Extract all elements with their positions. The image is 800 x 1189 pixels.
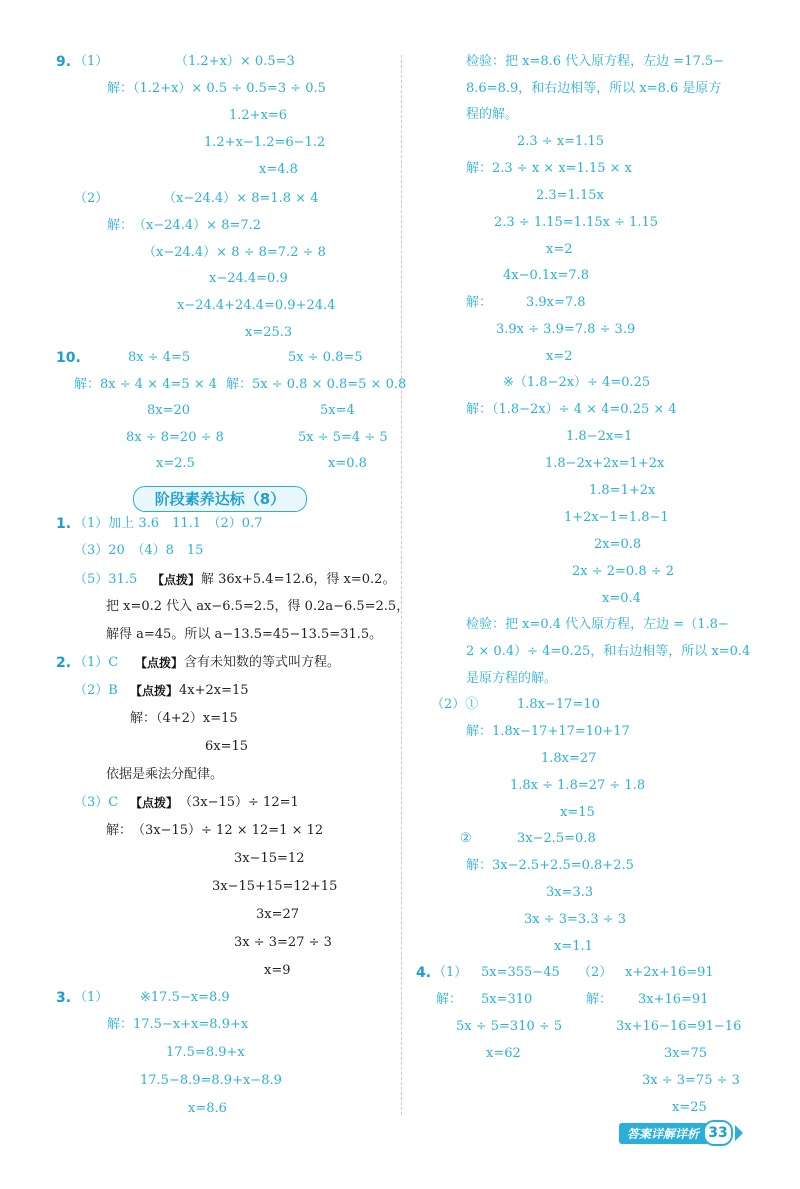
q10b-step: 5x ÷ 5=4 ÷ 5	[298, 430, 388, 445]
eq-step: 2.3 ÷ 1.15=1.15x ÷ 1.15	[494, 215, 659, 230]
q10a-step: x=2.5	[156, 456, 195, 471]
q10b-step: x=0.8	[328, 456, 367, 471]
s3-step: x=8.6	[188, 1101, 227, 1116]
s1-line: 把 x=0.2 代入 ax−6.5=2.5，得 0.2a−6.5=2.5，	[106, 599, 410, 614]
eq-line: 5x=355−45	[481, 965, 560, 980]
s3-number: 3.	[56, 990, 72, 1006]
eq-line: 3x−2.5=0.8	[517, 831, 596, 846]
s1-line: 解得 a=45。所以 a−13.5=45−13.5=31.5。	[106, 627, 383, 642]
part-label: （1）	[433, 965, 468, 980]
eq-step: x=0.4	[602, 591, 641, 606]
q9-step: x−24.4=0.9	[209, 271, 288, 286]
eq-step: 2x ÷ 2=0.8 ÷ 2	[572, 564, 675, 579]
s2-line: 依据是乘法分配律。	[106, 767, 224, 782]
eq-step: 5x ÷ 5=310 ÷ 5	[456, 1019, 563, 1034]
eq-step: x=25	[672, 1100, 707, 1115]
s3-equation: ※17.5−x=8.9	[140, 990, 230, 1005]
hint-tag: 【点拨】	[130, 684, 179, 698]
eq-step: 1.8x ÷ 1.8=27 ÷ 1.8	[510, 778, 646, 793]
eq-step: 1.8−2x=1	[566, 429, 633, 444]
check-text: 检验：把 x=0.4 代入原方程，左边 =（1.8−	[466, 617, 729, 632]
s3-step: 解：17.5−x+x=8.9+x	[107, 1017, 249, 1032]
s2-line: （2）B	[74, 683, 131, 698]
step-label: 解：	[586, 992, 613, 1007]
s2-line: 4x+2x=15	[179, 683, 249, 698]
q10a-step: 8x ÷ 8=20 ÷ 8	[126, 430, 224, 445]
q9-step: 解： （x−24.4）× 8=7.2	[107, 218, 262, 233]
eq-step: 1.8=1+2x	[589, 483, 656, 498]
s2-number: 2.	[56, 655, 72, 671]
eq-step: 解：1.8x−17+17=10+17	[466, 724, 630, 739]
part-label: （2）	[578, 965, 613, 980]
q9-number: 9.	[56, 54, 72, 70]
hint-tag: 【点拨】	[130, 796, 179, 810]
s3-step: 17.5=8.9+x	[166, 1045, 245, 1060]
q10a-equation: 8x ÷ 4=5	[128, 350, 191, 365]
s3-part-label: （1）	[74, 990, 109, 1005]
s1-line: （3）20 （4）8 15	[74, 543, 204, 558]
s1-line: （1）加上 3.6 11.1 （2）0.7	[74, 516, 263, 531]
check-text: 程的解。	[466, 107, 519, 122]
step-label: 解：	[466, 295, 493, 310]
eq-step: 解：（1.8−2x）÷ 4 × 4=0.25 × 4	[466, 402, 677, 417]
q9-step: x=25.3	[245, 325, 293, 340]
eq-step: 1+2x−1=1.8−1	[564, 510, 669, 525]
s1-line: （5）31.5	[74, 572, 151, 587]
s2-line: （3x−15）÷ 12=1	[179, 795, 299, 810]
hint-tag: 【点拨】	[152, 573, 201, 587]
eq-step: 3.9x ÷ 3.9=7.8 ÷ 3.9	[496, 322, 636, 337]
eq-step: 3x+16−16=91−16	[616, 1019, 742, 1034]
s1-line: 解 36x+5.4=12.6，得 x=0.2。	[201, 572, 396, 587]
s2-line: 3x−15=12	[234, 851, 305, 866]
q10b-step: 解：5x ÷ 0.8 × 0.8=5 × 0.8	[226, 377, 407, 392]
eq-line: 1.8x−17=10	[517, 697, 600, 712]
s2-line: 含有未知数的等式叫方程。	[184, 655, 341, 670]
s2-line: 6x=15	[205, 739, 249, 754]
check-text: 是原方程的解。	[466, 671, 558, 686]
q10b-step: 5x=4	[320, 403, 355, 418]
q9-step: 1.2+x−1.2=6−1.2	[204, 135, 326, 150]
q10a-step: 解：8x ÷ 4 × 4=5 × 4	[74, 377, 218, 392]
eq-step: 5x=310	[481, 992, 533, 1007]
q9-step: （x−24.4）× 8 ÷ 8=7.2 ÷ 8	[143, 245, 326, 260]
eq-step: 2.3=1.15x	[536, 188, 604, 203]
q9-step: x−24.4+24.4=0.9+24.4	[177, 298, 336, 313]
eq-step: x=2	[546, 349, 573, 364]
column-divider	[401, 55, 402, 1115]
hint-tag: 【点拨】	[135, 656, 184, 670]
check-text: 2 × 0.4）÷ 4=0.25，和右边相等，所以 x=0.4	[466, 644, 751, 659]
eq-step: 3x=75	[664, 1046, 708, 1061]
eq-step: x=2	[546, 242, 573, 257]
eq-step: 3x+16=91	[638, 992, 709, 1007]
q10a-step: 8x=20	[147, 403, 191, 418]
eq-step: 1.8x=27	[541, 751, 597, 766]
eq-step: 3x=3.3	[546, 885, 594, 900]
s2-line: 3x−15+15=12+15	[212, 879, 338, 894]
s1-number: 1.	[56, 516, 72, 532]
q4-number: 4.	[416, 965, 432, 981]
eq-step: 解：2.3 ÷ x × x=1.15 × x	[466, 161, 632, 176]
check-text: 检验：把 x=8.6 代入原方程，左边 =17.5−	[466, 54, 725, 69]
footer-arrow-icon	[735, 1125, 743, 1141]
eq-step: 解：3x−2.5+2.5=0.8+2.5	[466, 858, 634, 873]
part-label: （2）①	[431, 697, 479, 712]
eq-step: 1.8−2x+2x=1+2x	[545, 456, 665, 471]
q9-part2-equation: （x−24.4）× 8=1.8 × 4	[163, 191, 319, 206]
q9-part1-label: （1）	[74, 54, 109, 69]
section-title: 阶段素养达标（8）	[133, 486, 307, 512]
s2-line: （3）C	[74, 795, 132, 810]
s2-line: 3x=27	[256, 907, 300, 922]
q9-step: 解：（1.2+x）× 0.5 ÷ 0.5=3 ÷ 0.5	[107, 81, 326, 96]
q10-number: 10.	[56, 350, 81, 366]
eq-line: ※（1.8−2x）÷ 4=0.25	[503, 375, 651, 390]
q9-part1-equation: （1.2+x）× 0.5=3	[175, 54, 295, 69]
q10b-equation: 5x ÷ 0.8=5	[288, 350, 363, 365]
check-text: 8.6=8.9，和右边相等，所以 x=8.6 是原方	[466, 81, 722, 96]
s2-line: （1）C	[74, 655, 132, 670]
eq-step: x=1.1	[554, 939, 593, 954]
part-label: ②	[460, 831, 472, 846]
eq-step: 2x=0.8	[594, 537, 642, 552]
eq-step: x=15	[560, 805, 595, 820]
s2-line: 3x ÷ 3=27 ÷ 3	[234, 935, 332, 950]
footer-label: 答案详解详析	[619, 1123, 707, 1144]
q9-part2-label: （2）	[74, 191, 109, 206]
q9-step: x=4.8	[259, 162, 298, 177]
eq-line: x+2x+16=91	[625, 965, 714, 980]
eq-line: 2.3 ÷ x=1.15	[517, 134, 605, 149]
q9-step: 1.2+x=6	[229, 108, 288, 123]
s3-step: 17.5−8.9=8.9+x−8.9	[140, 1073, 282, 1088]
page-footer	[619, 1122, 743, 1144]
page-number: 33	[703, 1120, 733, 1146]
step-label: 解：	[436, 992, 463, 1007]
s2-line: x=9	[264, 963, 291, 978]
s2-line: 解： （3x−15）÷ 12 × 12=1 × 12	[106, 823, 324, 838]
eq-line: 4x−0.1x=7.8	[503, 268, 590, 283]
eq-step: 3.9x=7.8	[526, 295, 586, 310]
eq-step: 3x ÷ 3=75 ÷ 3	[642, 1073, 740, 1088]
eq-step: x=62	[486, 1046, 521, 1061]
eq-step: 3x ÷ 3=3.3 ÷ 3	[524, 912, 627, 927]
s2-line: 解：（4+2）x=15	[130, 711, 238, 726]
